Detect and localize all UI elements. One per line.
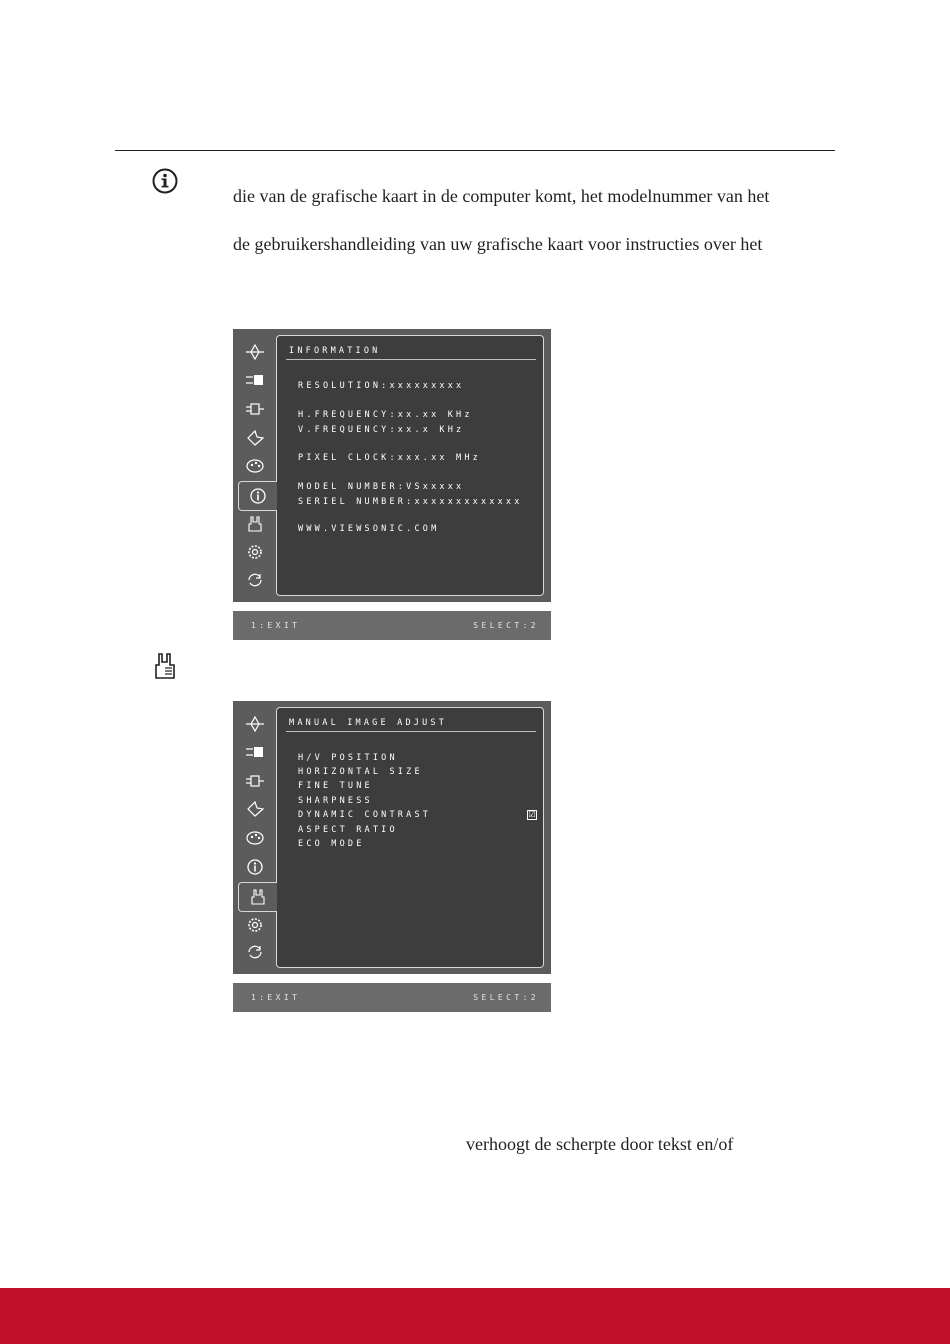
setup-menu-icon[interactable]: [240, 914, 270, 936]
v-frequency-value: V.FREQUENCY:xx.x KHz: [298, 425, 465, 435]
osd-content-area: [276, 335, 544, 596]
color-adjust-icon[interactable]: [240, 827, 270, 849]
memory-recall-icon[interactable]: [240, 941, 270, 963]
body-text-line-2: de gebruikershandleiding van uw grafische kaart voor instructies over het: [233, 234, 763, 254]
select-key-label[interactable]: SELECT:2: [473, 993, 539, 1002]
menu-item-aspect-ratio[interactable]: ASPECT RATIO: [298, 825, 398, 835]
osd-title: INFORMATION: [289, 346, 381, 356]
model-number-value: MODEL NUMBER:VSxxxxx: [298, 482, 465, 492]
header-rule: [115, 150, 835, 151]
footer-brand-band: [0, 1288, 950, 1344]
menu-item-horizontal-size[interactable]: HORIZONTAL SIZE: [298, 767, 423, 777]
input-select-icon[interactable]: [240, 741, 270, 763]
menu-item-eco-mode[interactable]: ECO MODE: [298, 839, 365, 849]
manual-image-adjust-icon[interactable]: [238, 882, 277, 912]
audio-adjust-icon[interactable]: [240, 398, 270, 420]
input-select-icon[interactable]: [240, 369, 270, 391]
information-icon: [152, 168, 178, 194]
body-text-line-1: die van de grafische kaart in de computer komt, het modelnummer van het: [233, 186, 770, 206]
manual-image-adjust-icon: [152, 652, 178, 680]
menu-item-fine-tune[interactable]: FINE TUNE: [298, 781, 373, 791]
brightness-contrast-icon[interactable]: [240, 798, 270, 820]
osd-title-divider: [286, 359, 536, 360]
osd-title: MANUAL IMAGE ADJUST: [289, 718, 448, 728]
auto-adjust-icon[interactable]: [240, 713, 270, 735]
menu-item-dynamic-contrast[interactable]: DYNAMIC CONTRAST: [298, 810, 432, 820]
osd-footer: [233, 983, 551, 1012]
osd-icon-column: [233, 701, 277, 974]
audio-adjust-icon[interactable]: [240, 770, 270, 792]
osd-icon-column: [233, 329, 277, 602]
osd-content-area: [276, 707, 544, 968]
setup-menu-icon[interactable]: [240, 541, 270, 563]
memory-recall-icon[interactable]: [240, 569, 270, 591]
exit-key-label[interactable]: 1:EXIT: [251, 993, 301, 1002]
menu-item-hv-position[interactable]: H/V POSITION: [298, 753, 398, 763]
color-adjust-icon[interactable]: [240, 455, 270, 477]
resolution-value: RESOLUTION:xxxxxxxxx: [298, 381, 465, 391]
menu-item-sharpness[interactable]: SHARPNESS: [298, 796, 373, 806]
h-frequency-value: H.FREQUENCY:xx.xx KHz: [298, 410, 473, 420]
select-key-label[interactable]: SELECT:2: [473, 621, 539, 630]
pixel-clock-value: PIXEL CLOCK:xxx.xx MHz: [298, 453, 481, 463]
dynamic-contrast-checkbox[interactable]: ☑: [528, 810, 536, 819]
osd-title-divider: [286, 731, 536, 732]
information-icon[interactable]: [240, 856, 270, 878]
brightness-contrast-icon[interactable]: [240, 427, 270, 449]
auto-adjust-icon[interactable]: [240, 341, 270, 363]
website-url: WWW.VIEWSONIC.COM: [298, 524, 440, 534]
exit-key-label[interactable]: 1:EXIT: [251, 621, 301, 630]
manual-image-adjust-icon[interactable]: [240, 513, 270, 535]
osd-footer: [233, 611, 551, 640]
serial-number-value: SERIEL NUMBER:xxxxxxxxxxxxx: [298, 497, 523, 507]
osd-information-panel: [233, 329, 551, 602]
body-text-line-3: verhoogt de scherpte door tekst en/of: [466, 1134, 734, 1154]
information-icon[interactable]: [238, 481, 277, 511]
osd-manual-image-adjust-panel: [233, 701, 551, 974]
